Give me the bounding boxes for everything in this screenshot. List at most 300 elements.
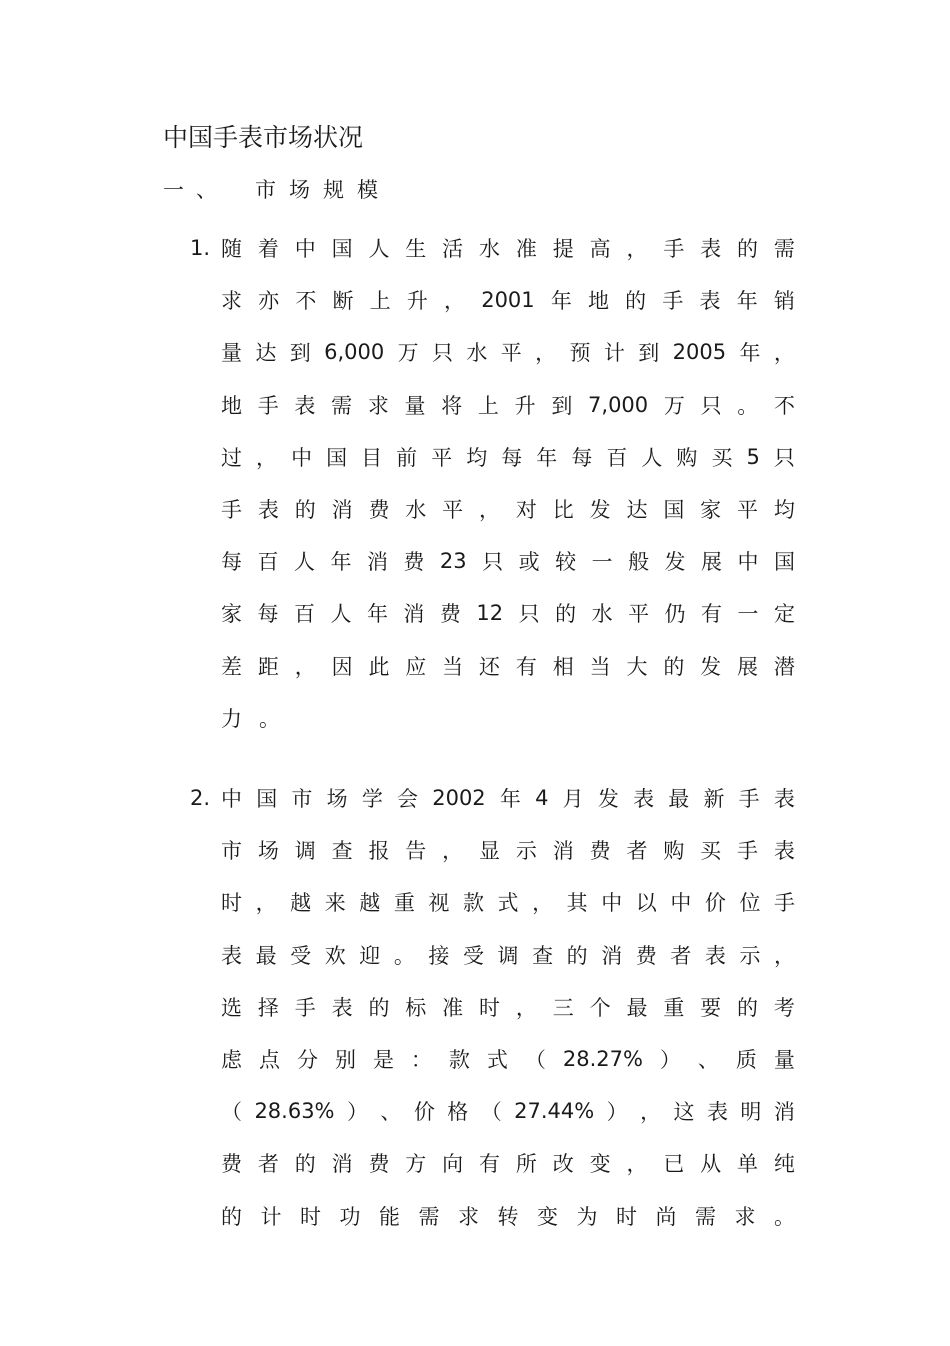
- text-token: 表: [633, 787, 655, 811]
- text-token: 百: [293, 602, 315, 627]
- text-token: 手: [663, 237, 685, 261]
- text-token: 提: [552, 237, 574, 261]
- text-token: 计: [603, 341, 625, 366]
- text-token: ，: [640, 1100, 662, 1125]
- text-token: 购: [663, 839, 685, 864]
- text-token: 求: [458, 1204, 479, 1229]
- text-token: 求: [734, 1204, 756, 1229]
- text-token: 年: [550, 289, 572, 314]
- text-token: 手: [257, 393, 279, 418]
- paragraph-line: [221, 772, 795, 824]
- text-token: 人: [330, 602, 352, 627]
- text-token: 表: [699, 289, 721, 314]
- text-token: 式: [497, 891, 519, 916]
- text-token: 位: [739, 891, 761, 916]
- text-token: 欢: [324, 943, 346, 968]
- text-token: 消: [601, 943, 623, 968]
- text-token: 预: [569, 341, 591, 366]
- text-token: 查: [331, 839, 353, 864]
- text-token: 水: [466, 341, 488, 366]
- text-token: 应: [405, 654, 427, 679]
- text-token: 视: [428, 891, 450, 916]
- text-token: 高: [589, 237, 611, 261]
- text-token: 最: [255, 943, 277, 968]
- text-token: 表: [700, 237, 722, 261]
- text-token: 上: [477, 393, 499, 418]
- text-token: 每: [571, 445, 593, 470]
- text-token: 时: [300, 1204, 321, 1229]
- text-token: 手: [774, 891, 795, 916]
- text-token: 调: [294, 839, 316, 864]
- text-token: 较: [555, 550, 577, 575]
- text-token: 以: [635, 891, 657, 916]
- text-token: 升: [514, 393, 536, 418]
- text-token: 的: [294, 498, 316, 522]
- text-token: 格: [447, 1100, 469, 1125]
- text-token: 对: [515, 498, 537, 522]
- text-token: 。: [774, 1204, 795, 1229]
- text-token: 力: [221, 706, 242, 731]
- text-token: 受: [290, 943, 312, 968]
- paragraph-line: [221, 379, 795, 431]
- text-token: 中: [291, 445, 313, 470]
- text-token: 展: [737, 654, 759, 679]
- text-token: 活: [442, 237, 464, 261]
- text-token: 将: [441, 393, 463, 418]
- text-token: 买: [711, 445, 733, 470]
- text-token: 表: [706, 1100, 728, 1125]
- text-token: 2005: [672, 340, 727, 365]
- text-token: 手: [221, 498, 242, 522]
- paragraph-line: [221, 981, 795, 1033]
- text-token: 的: [555, 602, 577, 627]
- text-token: 向: [442, 1152, 464, 1177]
- text-token: 年: [499, 787, 521, 811]
- text-token: 年: [536, 445, 558, 470]
- text-token: 升: [406, 289, 428, 314]
- text-token: 接: [428, 943, 450, 968]
- text-token: 4: [535, 786, 549, 810]
- text-token: 只: [700, 393, 722, 418]
- text-token: 百: [257, 550, 279, 575]
- text-token: 消: [773, 1100, 795, 1125]
- text-token: 水: [405, 498, 427, 522]
- text-token: 每: [221, 550, 242, 575]
- text-token: 过: [221, 445, 242, 470]
- text-token: 的: [663, 654, 685, 679]
- text-token: 手: [737, 839, 759, 864]
- text-token: 是: [372, 1048, 394, 1072]
- section-heading-text: 市场规模: [255, 178, 391, 202]
- text-token: 到: [638, 341, 660, 366]
- text-token: 费: [368, 498, 390, 522]
- text-token: 场: [257, 839, 279, 864]
- text-token: 费: [368, 1152, 390, 1177]
- text-token: 从: [700, 1152, 722, 1177]
- text-token: 发: [664, 550, 686, 575]
- text-token: （: [480, 1100, 502, 1125]
- text-token: 价: [413, 1100, 435, 1125]
- text-token: 上: [369, 289, 391, 314]
- text-token: 亦: [258, 289, 280, 314]
- text-token: 时: [221, 891, 242, 916]
- text-token: ，: [444, 289, 466, 314]
- text-token: 示: [515, 839, 537, 864]
- text-token: 量: [404, 393, 426, 418]
- text-token: 功: [339, 1204, 361, 1229]
- text-token: 价: [704, 891, 726, 916]
- text-token: 中: [294, 237, 316, 261]
- text-token: 有: [701, 602, 723, 627]
- text-token: 的: [221, 1204, 242, 1229]
- paragraph-line: [221, 1137, 795, 1189]
- text-token: 场: [326, 787, 348, 811]
- text-token: 明: [740, 1100, 762, 1125]
- text-token: 销: [773, 289, 795, 314]
- text-token: 准: [442, 995, 464, 1020]
- text-token: 23: [439, 549, 467, 574]
- text-token: 消: [366, 550, 388, 575]
- text-token: ）: [606, 1100, 628, 1125]
- text-token: 来: [324, 891, 346, 916]
- text-token: 断: [332, 289, 354, 314]
- text-token: 款: [448, 1048, 470, 1072]
- text-token: 重: [663, 995, 685, 1020]
- text-token: 变: [589, 1152, 611, 1177]
- text-token: 还: [479, 654, 501, 679]
- text-token: 年: [366, 602, 388, 627]
- text-token: （: [524, 1048, 546, 1072]
- paragraph-line: [221, 929, 795, 981]
- text-token: 表: [294, 393, 316, 418]
- paragraph-line: [221, 1190, 795, 1242]
- text-token: 水: [591, 602, 613, 627]
- text-token: 选: [221, 995, 242, 1020]
- text-token: 到: [289, 341, 311, 366]
- paragraph-line: [221, 692, 795, 744]
- text-token: 单: [737, 1152, 759, 1177]
- text-token: 者: [670, 943, 692, 968]
- text-token: 平: [431, 445, 453, 470]
- text-token: 距: [257, 654, 279, 679]
- text-token: ，: [532, 891, 554, 916]
- text-token: 准: [515, 237, 537, 261]
- text-token: 款: [462, 891, 484, 916]
- text-token: 每: [257, 602, 279, 627]
- list-item-number: 2.: [190, 786, 211, 810]
- text-token: 发: [700, 654, 722, 679]
- text-token: 均: [466, 445, 488, 470]
- text-token: 或: [518, 550, 540, 575]
- text-token: 前: [396, 445, 418, 470]
- text-token: 人: [293, 550, 315, 575]
- text-token: 达: [626, 498, 648, 522]
- text-token: 所: [515, 1152, 537, 1177]
- paragraph-line: [221, 1085, 795, 1137]
- text-token: 费: [439, 602, 461, 627]
- text-token: 消: [331, 498, 353, 522]
- text-token: 这: [673, 1100, 695, 1125]
- text-token: 国: [774, 550, 795, 575]
- text-token: 的: [737, 995, 759, 1020]
- text-token: 。: [737, 393, 759, 418]
- text-token: ，: [773, 341, 795, 366]
- text-token: 7,000: [588, 392, 649, 417]
- text-token: ，: [626, 1152, 648, 1177]
- text-token: 有: [515, 654, 537, 679]
- text-token: ，: [479, 498, 501, 522]
- text-token: 随: [221, 237, 242, 261]
- text-token: 重: [393, 891, 415, 916]
- text-token: ，: [515, 995, 537, 1020]
- section-number: 一、: [163, 178, 229, 202]
- text-token: 点: [258, 1048, 280, 1072]
- text-token: 会: [397, 787, 419, 811]
- text-token: 国: [326, 445, 348, 470]
- paragraph-line: [221, 640, 795, 692]
- text-token: 告: [405, 839, 427, 864]
- text-token: 方: [405, 1152, 427, 1177]
- text-token: （: [221, 1100, 242, 1125]
- text-token: ，: [442, 839, 464, 864]
- text-token: 量: [221, 341, 242, 366]
- paragraph-line: [221, 483, 795, 535]
- text-token: 年: [330, 550, 352, 575]
- text-token: 表: [773, 787, 795, 811]
- text-token: 每: [501, 445, 523, 470]
- text-token: 28.27%: [562, 1047, 643, 1071]
- text-token: 生: [405, 237, 427, 261]
- text-token: 转: [497, 1204, 519, 1229]
- section-heading: [163, 174, 391, 204]
- text-token: 受: [462, 943, 484, 968]
- text-token: 国: [331, 237, 353, 261]
- text-token: 买: [700, 839, 722, 864]
- text-token: 费: [589, 839, 611, 864]
- text-token: 调: [497, 943, 519, 968]
- text-token: 12: [476, 601, 504, 626]
- text-token: 购: [676, 445, 698, 470]
- text-token: 消: [552, 839, 574, 864]
- text-token: 迎: [359, 943, 381, 968]
- text-token: 手: [294, 995, 316, 1020]
- text-token: 地: [221, 393, 242, 418]
- text-token: 分: [296, 1048, 318, 1072]
- text-token: ，: [535, 341, 557, 366]
- text-token: 表: [221, 943, 242, 968]
- text-token: 需: [331, 393, 353, 418]
- text-token: 人: [641, 445, 663, 470]
- text-token: 费: [403, 550, 425, 575]
- text-token: 地: [588, 289, 609, 314]
- text-token: 需: [773, 237, 795, 261]
- text-token: 考: [773, 995, 795, 1020]
- text-token: 中: [221, 787, 242, 811]
- text-token: ，: [626, 237, 648, 261]
- text-token: 发: [589, 498, 611, 522]
- text-token: 显: [479, 839, 501, 864]
- text-token: 时: [616, 1204, 637, 1229]
- text-token: 2001: [481, 288, 535, 313]
- text-token: 2002: [432, 786, 486, 810]
- text-token: 27.44%: [514, 1099, 595, 1124]
- paragraph-line: [221, 824, 795, 876]
- text-token: 三: [552, 995, 574, 1020]
- text-token: 因: [331, 654, 353, 679]
- text-token: 有: [479, 1152, 501, 1177]
- text-token: 年: [736, 289, 758, 314]
- text-token: 表: [704, 943, 726, 968]
- text-token: 仍: [664, 602, 686, 627]
- text-token: 只: [773, 445, 795, 470]
- text-token: 平: [500, 341, 522, 366]
- text-token: 纯: [773, 1152, 795, 1177]
- text-token: 式: [486, 1048, 508, 1072]
- paragraph-line: [221, 587, 795, 639]
- text-token: 求: [367, 393, 389, 418]
- text-token: 平: [737, 498, 759, 522]
- text-token: 最: [668, 787, 690, 811]
- text-token: 到: [551, 393, 573, 418]
- text-token: 万: [397, 341, 419, 366]
- text-token: 个: [589, 995, 611, 1020]
- text-token: 中: [737, 550, 759, 575]
- text-token: 只: [518, 602, 540, 627]
- text-token: 表: [257, 498, 279, 522]
- text-token: 越: [359, 891, 381, 916]
- text-token: 平: [442, 498, 464, 522]
- text-token: 差: [221, 654, 242, 679]
- text-token: 报: [368, 839, 390, 864]
- text-token: 国: [663, 498, 685, 522]
- text-token: ）: [346, 1100, 368, 1125]
- text-token: 一: [737, 602, 759, 627]
- text-token: 年: [739, 341, 761, 366]
- text-token: 定: [774, 602, 795, 627]
- text-token: 者: [257, 1152, 279, 1177]
- text-token: ，: [774, 943, 795, 968]
- text-token: 已: [663, 1152, 685, 1177]
- text-token: 标: [405, 995, 427, 1020]
- text-token: 、: [697, 1048, 719, 1072]
- text-token: 家: [221, 602, 242, 627]
- text-token: 的: [368, 995, 390, 1020]
- text-token: 般: [628, 550, 650, 575]
- text-token: ，: [256, 445, 278, 470]
- text-token: ，: [294, 654, 316, 679]
- paragraph-line: [221, 222, 795, 274]
- text-token: 的: [737, 237, 759, 261]
- text-token: 别: [334, 1048, 356, 1072]
- paragraph-line: [221, 876, 795, 928]
- text-token: 中: [601, 891, 623, 916]
- text-token: 的: [294, 1152, 316, 1177]
- paragraph-line: [221, 274, 795, 326]
- text-token: ）: [659, 1048, 681, 1072]
- text-token: 当: [442, 654, 464, 679]
- text-token: 消: [403, 602, 425, 627]
- text-token: 6,000: [324, 340, 385, 365]
- document-title: 中国手表市场状况: [163, 123, 364, 152]
- text-token: 表: [331, 995, 353, 1020]
- text-token: 消: [331, 1152, 353, 1177]
- text-token: 量: [773, 1048, 795, 1072]
- text-token: 万: [663, 393, 685, 418]
- text-token: 改: [552, 1152, 574, 1177]
- paragraph-line: [221, 431, 795, 483]
- text-token: 越: [290, 891, 312, 916]
- text-token: 其: [566, 891, 588, 916]
- text-token: 计: [260, 1204, 282, 1229]
- paragraph-line: [221, 326, 795, 378]
- text-token: 市: [221, 839, 242, 864]
- text-token: 达: [255, 341, 277, 366]
- text-token: 目: [361, 445, 383, 470]
- text-token: 的: [566, 943, 588, 968]
- text-token: 28.63%: [254, 1099, 335, 1124]
- text-token: 发: [597, 787, 619, 811]
- text-token: 尚: [655, 1204, 677, 1229]
- paragraph-line: [221, 1033, 795, 1085]
- text-token: 者: [626, 839, 648, 864]
- text-token: 一: [591, 550, 613, 575]
- text-token: 需: [695, 1204, 716, 1229]
- text-token: 不: [773, 393, 795, 418]
- text-token: 比: [552, 498, 574, 522]
- text-token: 月: [562, 787, 584, 811]
- text-token: 、: [380, 1100, 402, 1125]
- text-token: 能: [379, 1204, 400, 1229]
- text-token: 平: [628, 602, 650, 627]
- text-token: 手: [738, 787, 760, 811]
- text-token: 只: [482, 550, 504, 575]
- text-token: 相: [552, 654, 574, 679]
- text-token: 均: [773, 498, 795, 522]
- text-token: 虑: [221, 1048, 242, 1072]
- text-token: 查: [532, 943, 554, 968]
- text-token: 百: [606, 445, 628, 470]
- text-token: 费: [221, 1152, 242, 1177]
- text-token: 家: [700, 498, 722, 522]
- text-token: 。: [259, 706, 280, 731]
- text-token: 当: [589, 654, 611, 679]
- text-token: 变: [537, 1204, 558, 1229]
- text-token: 表: [773, 839, 795, 864]
- text-token: 示: [739, 943, 761, 968]
- text-token: 中: [670, 891, 692, 916]
- text-token: 展: [701, 550, 723, 575]
- text-token: 不: [295, 289, 317, 314]
- text-token: 质: [735, 1048, 757, 1072]
- text-token: 最: [626, 995, 648, 1020]
- text-token: 为: [576, 1204, 598, 1229]
- text-token: 。: [393, 943, 415, 968]
- text-token: 人: [368, 237, 390, 261]
- text-token: 市: [291, 787, 313, 811]
- text-token: ：: [410, 1048, 432, 1072]
- text-token: 手: [662, 289, 684, 314]
- text-token: 潜: [773, 654, 795, 679]
- text-token: 需: [418, 1204, 440, 1229]
- text-token: 国: [256, 787, 278, 811]
- text-token: 新: [703, 787, 725, 811]
- text-token: 大: [626, 654, 648, 679]
- text-token: 5: [746, 444, 760, 469]
- text-token: 的: [625, 289, 647, 314]
- list-item-number: 1.: [190, 236, 211, 260]
- text-token: 求: [221, 289, 242, 314]
- text-token: 费: [635, 943, 657, 968]
